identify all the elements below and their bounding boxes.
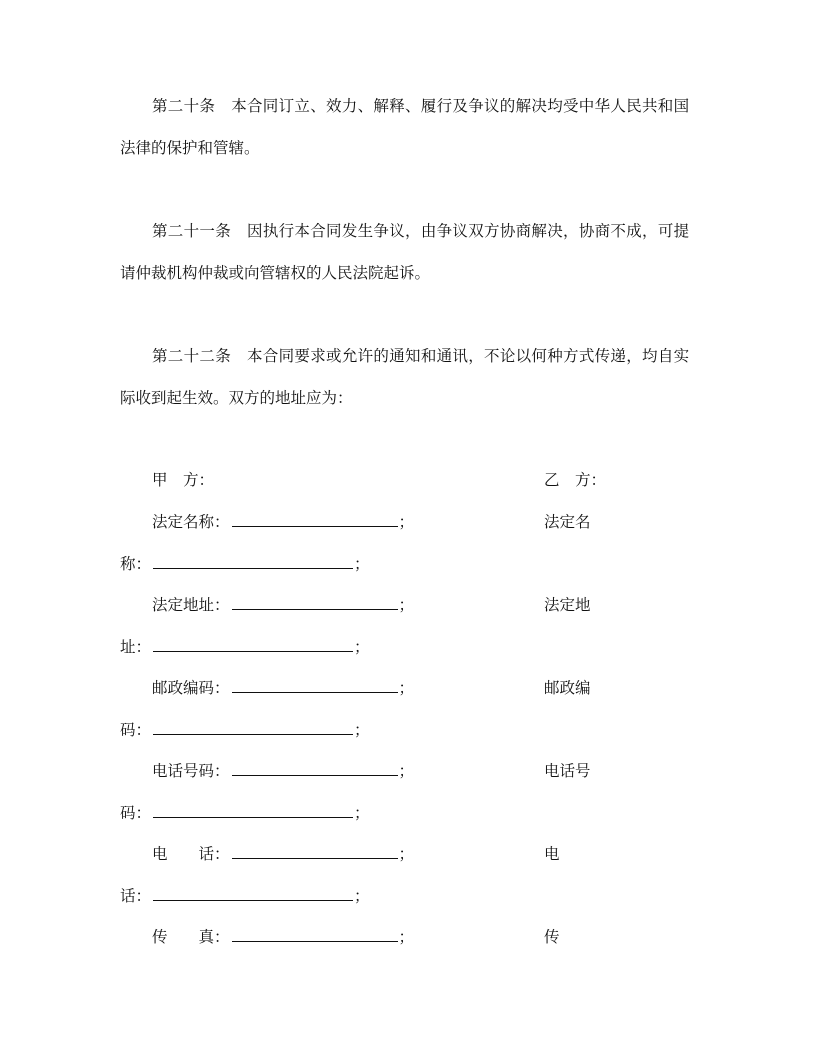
party-b-header: 乙 方： [544,471,607,489]
party-b-phone-number-semicolon: ； [354,804,370,822]
party-b-telephone-semicolon: ； [354,887,370,905]
party-b-telephone-label-wrap: 话： [120,887,152,905]
party-b-postal-code-label-wrap: 码： [120,721,152,739]
party-a-legal-name-blank[interactable] [232,511,398,527]
party-a-legal-address-semicolon: ； [398,596,415,614]
party-a-fax-blank[interactable] [232,926,398,942]
party-a-telephone-blank[interactable] [232,843,398,859]
party-a-telephone-label: 电 话： [152,845,230,863]
party-a-postal-code-blank[interactable] [232,677,398,693]
article-21-line-2: 请仲裁机构仲裁或向管辖权的人民法院起诉。 [120,264,431,282]
party-a-legal-address-label: 法定地址： [152,596,230,614]
party-b-legal-address-blank[interactable] [153,636,353,652]
party-b-legal-name-label-wrap: 称： [120,555,152,573]
party-a-postal-code-row [152,677,414,699]
party-b-legal-address-row [120,636,370,658]
party-a-postal-code-semicolon: ； [398,679,415,697]
party-b-phone-number-label-start: 电话号 [544,762,591,780]
party-b-postal-code-row [120,719,370,741]
party-b-legal-name-semicolon: ； [354,555,370,573]
party-b-legal-address-label-wrap: 址： [120,638,152,656]
party-b-phone-number-label-wrap: 码： [120,804,152,822]
party-b-postal-code-label-start: 邮政编 [544,679,591,697]
article-22-line-1 [152,345,689,367]
party-b-fax-label-start: 传 [544,928,560,946]
party-b-legal-name-label-start: 法定名 [544,513,591,531]
party-b-legal-address-semicolon: ； [354,638,370,656]
party-b-postal-code-semicolon: ； [354,721,370,739]
party-b-legal-address-label-start: 法定地 [544,596,591,614]
party-b-telephone-blank[interactable] [153,885,353,901]
article-20-line-1 [152,95,689,117]
article-22-line-2: 际收到起生效。双方的地址应为： [120,389,353,407]
party-a-phone-number-label: 电话号码： [152,762,230,780]
article-20-line-2: 法律的保护和管辖。 [120,139,260,157]
party-a-phone-number-blank[interactable] [232,760,398,776]
party-b-legal-name-blank[interactable] [153,553,353,569]
party-a-phone-number-semicolon: ； [398,762,415,780]
article-20-number: 第二十条 [152,97,216,115]
party-b-telephone-label-start: 电 [544,845,560,863]
article-21-number: 第二十一条 [152,222,232,240]
party-a-telephone-semicolon: ； [398,845,415,863]
party-a-fax-row [152,926,414,948]
party-a-legal-address-row [152,594,414,616]
party-b-phone-number-row [120,802,370,824]
party-a-legal-name-row [152,511,414,533]
party-a-telephone-row [152,843,414,865]
party-b-postal-code-blank[interactable] [153,719,353,735]
party-a-postal-code-label: 邮政编码： [152,679,230,697]
party-b-telephone-row [120,885,370,907]
party-a-phone-number-row [152,760,414,782]
party-a-legal-name-label: 法定名称： [152,513,230,531]
party-a-header: 甲 方： [152,471,215,489]
article-21-line-1 [152,220,689,242]
party-a-legal-address-blank[interactable] [232,594,398,610]
party-b-legal-name-row [120,553,370,575]
party-a-fax-semicolon: ； [398,928,415,946]
party-a-fax-label: 传 真： [152,928,230,946]
article-22-number: 第二十二条 [152,347,232,365]
party-a-legal-name-semicolon: ； [398,513,415,531]
article-21-text-1: 因执行本合同发生争议，由争议双方协商解决，协商不成，可提 [247,222,690,240]
article-22-text-1: 本合同要求或允许的通知和通讯，不论以何种方式传递，均自实 [247,347,690,365]
party-b-phone-number-blank[interactable] [153,802,353,818]
article-20-text-1: 本合同订立、效力、解释、履行及争议的解决均受中华人民共和国 [231,97,690,115]
